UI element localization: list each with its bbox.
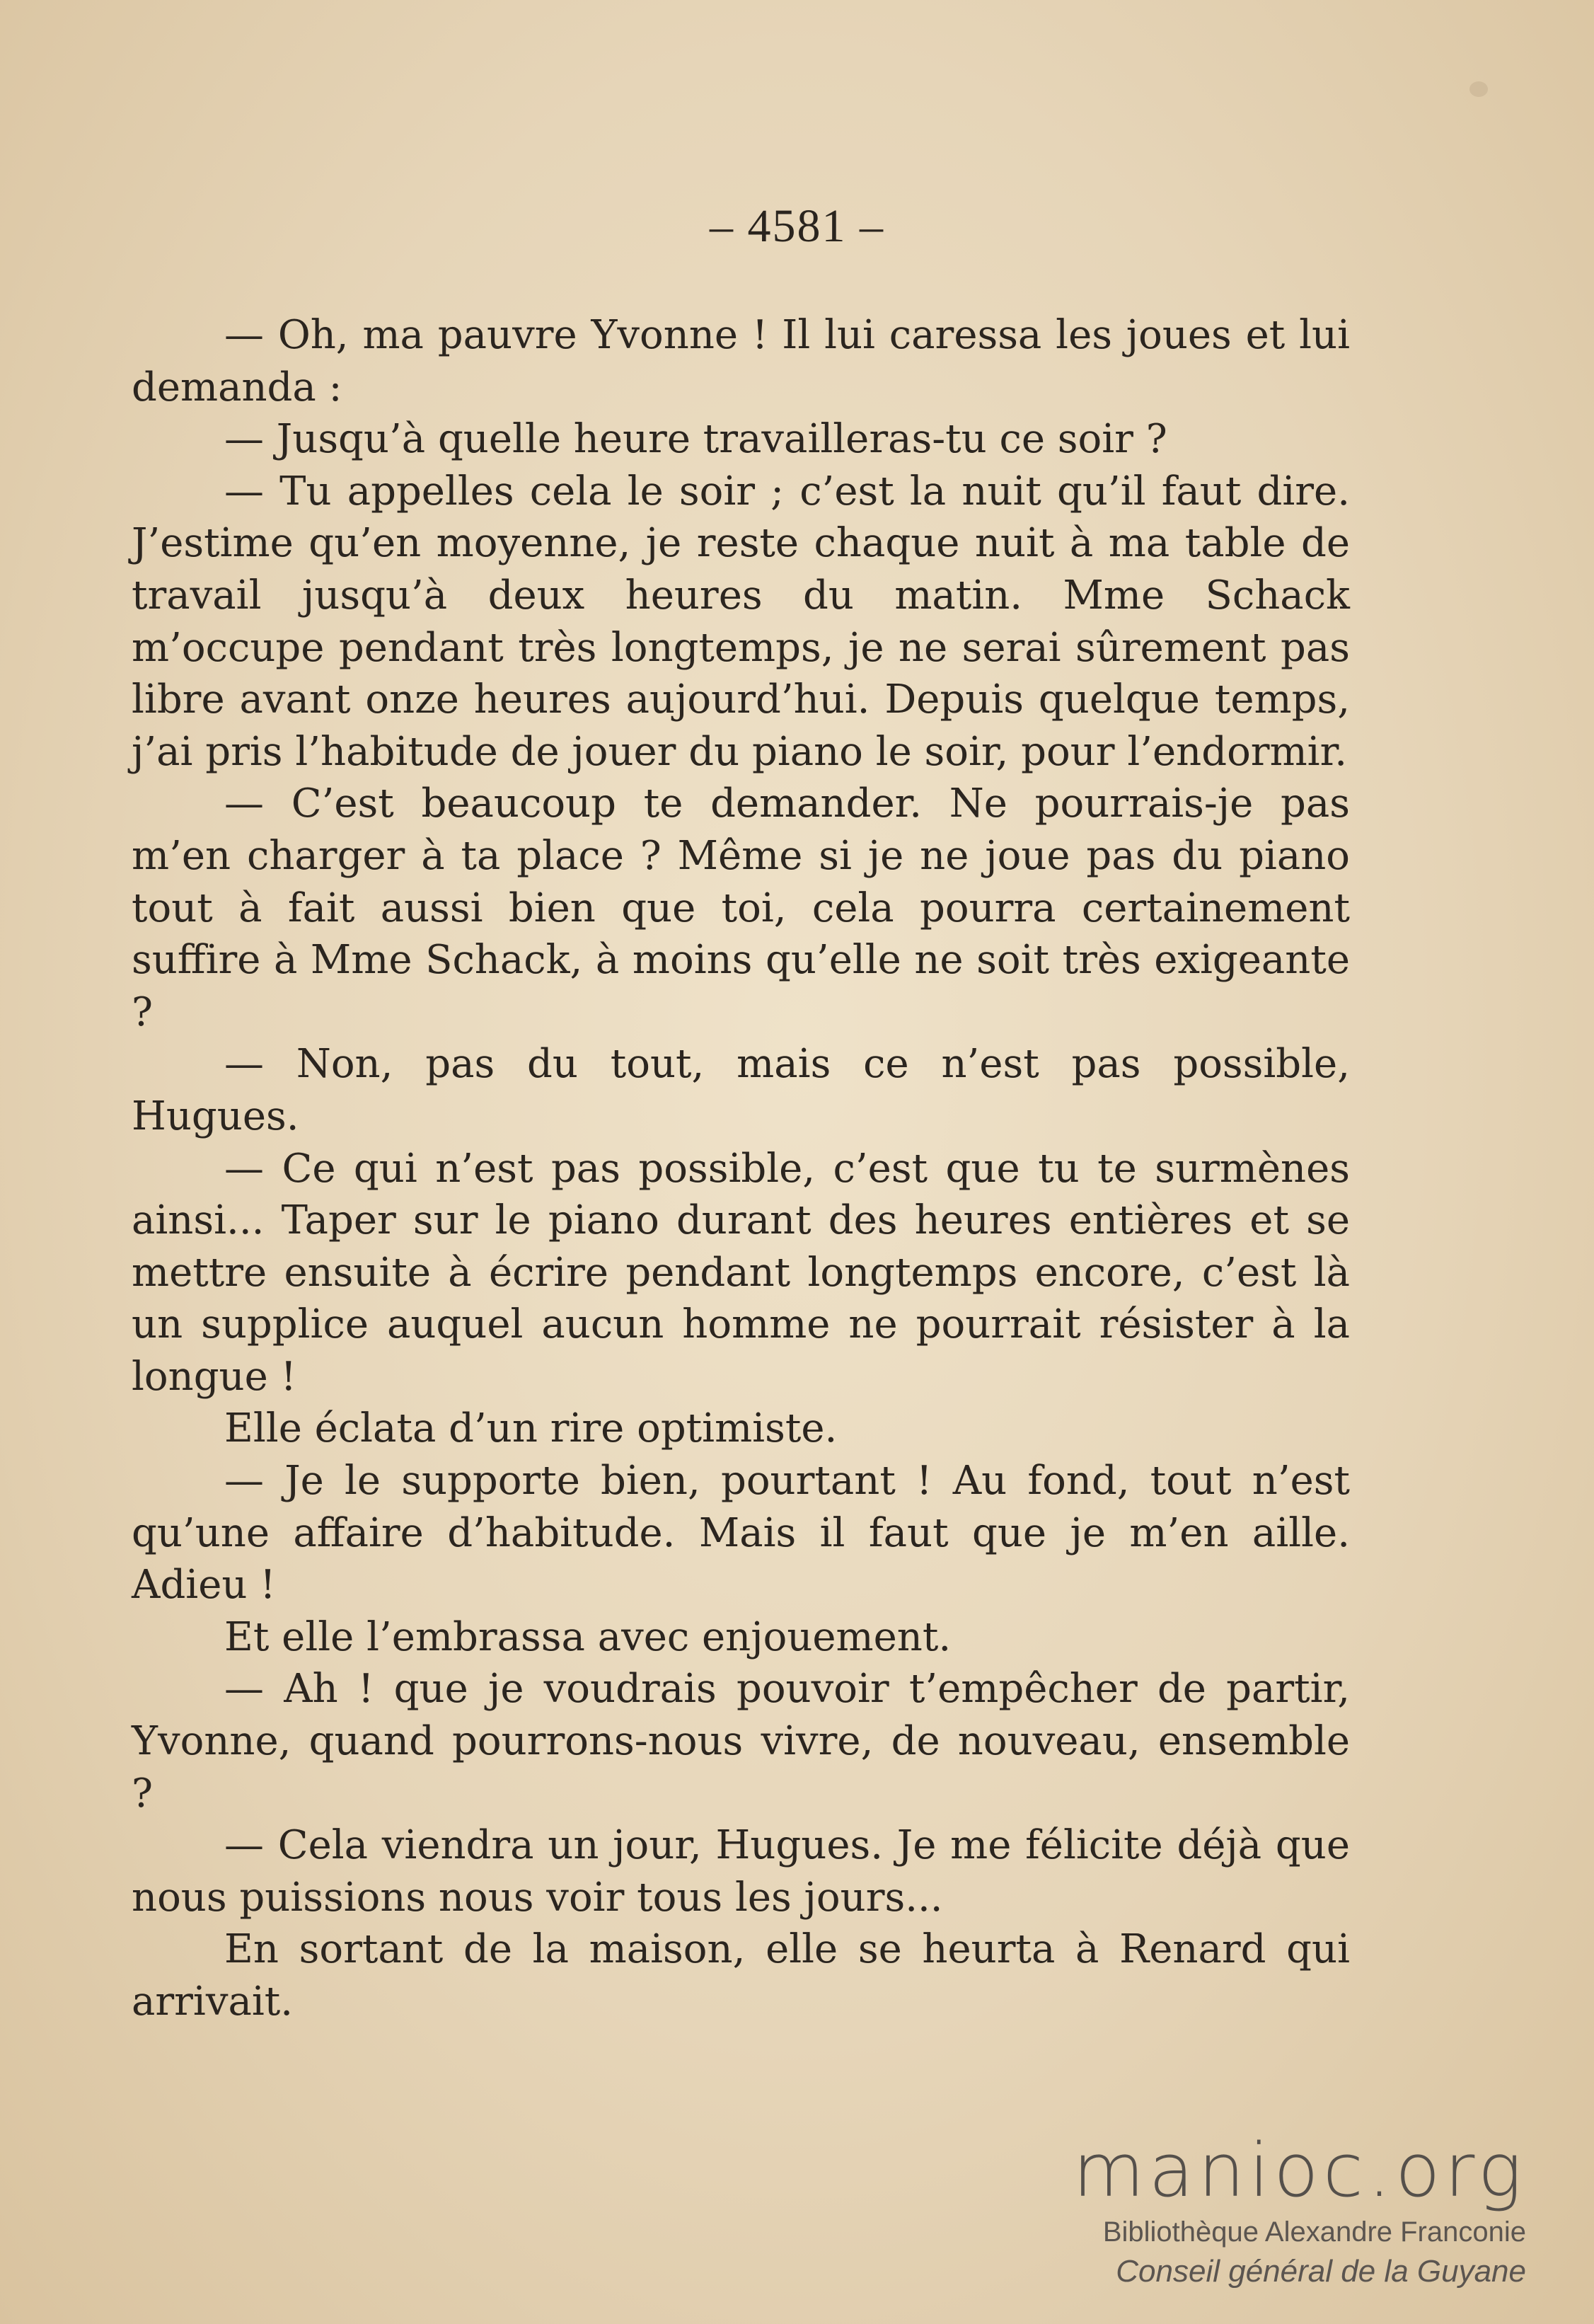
paragraph: — Ah ! que je voudrais pouvoir t’empêcher de partir, Yvonne, quand pourrons-nous vivre, de nouveau, ensemble ? (132, 1666, 1350, 1817)
council-name: Conseil général de la Guyane (1116, 2254, 1526, 2289)
paragraph: Elle éclata d’un rire optimiste. (224, 1405, 838, 1452)
page-number: – 4581 – (710, 200, 884, 252)
paragraph: — Tu appelles cela le soir ; c’est la nuit qu’il faut dire. J’estime qu’en moyenne, je reste chaque nuit à ma table de travail jusqu’à deux heures du matin. Mme Schack m’occupe pendant très longtemps, je ne serai sûrement pas libre avant onze heures aujourd’hui. Depuis quelque temps, j’ai pris l’habitude de jouer du piano le soir, pour l’endormir. (132, 468, 1350, 775)
library-name: Bibliothèque Alexandre Franconie (1102, 2216, 1526, 2248)
paper-stain (1469, 81, 1488, 97)
manioc-logo: manioc.org (1073, 2127, 1526, 2214)
paragraph: — Je le supporte bien, pourtant ! Au fond, tout n’est qu’une affaire d’habitude. Mais il faut que je m’en aille. Adieu ! (132, 1458, 1350, 1609)
paragraph: Et elle l’embrassa avec enjouement. (224, 1613, 952, 1660)
paragraph: — Cela viendra un jour, Hugues. Je me félicite déjà que nous puissions nous voir tous les jours... (132, 1822, 1350, 1921)
paragraph: — Non, pas du tout, mais ce n’est pas possible, Hugues. (132, 1041, 1350, 1139)
manioc-watermark (1017, 2127, 1526, 2293)
paragraph: — Oh, ma pauvre Yvonne ! Il lui caressa les joues et lui demanda : (132, 312, 1350, 410)
paragraph: En sortant de la maison, elle se heurta à Renard qui arrivait. (132, 1926, 1350, 2025)
paragraph: — Jusqu’à quelle heure travailleras-tu ce soir ? (224, 416, 1167, 463)
body-text (132, 309, 1350, 2028)
paragraph: — C’est beaucoup te demander. Ne pourrais-je pas m’en charger à ta place ? Même si je ne joue pas du piano tout à fait aussi bien que toi, cela pourra certainement suffire à Mme Schack, à moins qu’elle ne soit très exigeante ? (132, 781, 1350, 1035)
paragraph: — Ce qui n’est pas possible, c’est que tu te surmènes ainsi... Taper sur le piano durant des heures entières et se mettre ensuite à écrire pendant longtemps encore, c’est là un supplice auquel aucun homme ne pourrait résister à la longue ! (132, 1145, 1350, 1400)
